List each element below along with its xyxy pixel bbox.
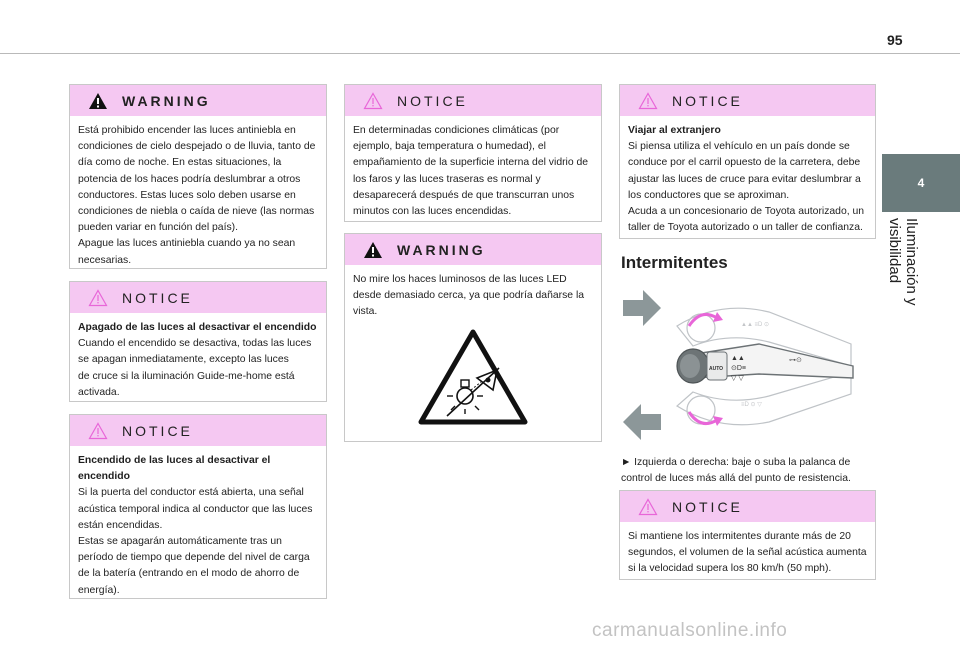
text-line: pueden variar en función del país).: [78, 222, 239, 234]
warning-icon: [363, 241, 383, 259]
text-line: activada.: [78, 386, 120, 398]
warning-title: WARNING: [397, 241, 486, 258]
text-line: están encendidas.: [78, 519, 163, 531]
text-line: conduce por el carril opuesto de la carretera, debe: [628, 157, 861, 169]
svg-text:▽ ▽: ▽ ▽: [731, 375, 744, 382]
svg-text:⊙D≡: ⊙D≡: [731, 365, 747, 372]
text-line: necesarias.: [78, 254, 132, 266]
notice-heading: Apagado de las luces al desactivar el encendido: [78, 322, 317, 333]
text-line: Está prohibido encender las luces antiniebla en: [78, 125, 296, 136]
right-arrow-icon: [623, 290, 661, 326]
text-line: No mire los haces luminosos de las luces LED: [353, 274, 567, 285]
text-line: vista.: [353, 306, 378, 318]
text-line: desde demasiado cerca, ya que podría dañarse la: [353, 290, 585, 302]
notice-box-abroad: [619, 84, 876, 239]
text-line: se apagan inmediatamente, excepto las luces: [78, 354, 289, 366]
watermark: carmanualsonline.info: [592, 620, 788, 641]
text-line: condiciones de cielo despejado o de lluvia, tanto de: [78, 141, 316, 153]
notice-title: NOTICE: [672, 498, 743, 515]
text-line: los faros y las luces traseras es normal y: [353, 173, 541, 185]
notice-title: NOTICE: [397, 92, 468, 109]
text-line: acústica temporal indica al conductor que las luces: [78, 503, 313, 515]
text-line: minutos con las luces encendidas.: [353, 206, 512, 218]
text-line: empañamiento de la superficie interna del vidrio de: [353, 157, 589, 169]
notice-box-ignition-off: [69, 281, 327, 402]
text-line: Si mantiene los intermitentes durante más de 20: [628, 531, 851, 542]
text-line: Si la puerta del conductor está abierta, una señal: [78, 487, 304, 499]
text-line: si la velocidad supera los 80 km/h (50 mph).: [628, 563, 832, 575]
text-line: potencia de los haces podría deslumbrar a otros: [78, 173, 301, 185]
section-title: Intermitentes: [621, 253, 728, 272]
notice-icon: [88, 422, 108, 440]
text-line: Cuando el encendido se desactiva, todas las luces: [78, 338, 312, 350]
notice-box-ignition-lights: [69, 414, 327, 599]
text-line: Estas se apagarán automáticamente tras un: [78, 536, 282, 548]
text-line: conductores. Estas luces solo deben usarse en: [78, 189, 296, 201]
text-line: los conductores que se aproximan.: [628, 189, 790, 201]
warning-icon: [88, 92, 108, 110]
text-line: taller de Toyota autorizado o un taller de confianza.: [628, 222, 863, 234]
text-line: ► Izquierda o derecha: baje o suba la palanca de: [621, 457, 851, 468]
turn-signal-stalk-illustration: [619, 282, 859, 444]
warning-title: WARNING: [122, 92, 211, 109]
left-arrow-icon: [623, 404, 661, 440]
notice-box-signal-volume: [619, 490, 876, 580]
notice-icon: [88, 289, 108, 307]
text-line: ajustar las luces de cruce para evitar deslumbrar a: [628, 173, 861, 185]
svg-text:⊶⊙: ⊶⊙: [789, 357, 802, 364]
warning-box-led: [344, 233, 602, 442]
text-line: de cruce si la iluminación Guide-me-home está: [78, 370, 295, 382]
text-line: En determinadas condiciones climáticas (por: [353, 125, 560, 136]
notice-title: NOTICE: [672, 92, 743, 109]
notice-heading: encendido: [78, 471, 130, 483]
notice-heading: Encendido de las luces al desactivar el: [78, 455, 271, 466]
warning-box-fog: [69, 84, 327, 269]
svg-text:▲▲: ▲▲: [731, 355, 745, 362]
notice-icon: [363, 92, 383, 110]
turn-signal-instruction: [621, 455, 861, 487]
auto-label: AUTO: [709, 366, 724, 372]
text-line: energía).: [78, 584, 120, 596]
text-line: segundos, el volumen de la señal acústica aumenta: [628, 547, 867, 559]
text-line: Apague las luces antiniebla cuando ya no sean: [78, 238, 296, 250]
led-eye-warning-icon: [417, 328, 529, 428]
svg-text:▲▲ ≡D ⊙: ▲▲ ≡D ⊙: [741, 322, 770, 328]
text-line: ejemplo, baja temperatura o humedad), el: [353, 141, 546, 153]
notice-title: NOTICE: [122, 289, 193, 306]
text-line: Si piensa utiliza el vehículo en un país donde se: [628, 141, 850, 153]
chapter-title: Iluminación y visibilidad: [886, 218, 920, 306]
svg-text:≡D ⊙ ▽: ≡D ⊙ ▽: [741, 402, 762, 408]
text-line: Acuda a un concesionario de Toyota autorizado, un: [628, 206, 865, 218]
text-line: desaparecerá después de que transcurran unos: [353, 189, 575, 201]
page-number: 95: [887, 32, 903, 48]
notice-box-fogging: [344, 84, 602, 222]
chapter-tab[interactable]: [882, 154, 960, 212]
notice-icon: [638, 498, 658, 516]
text-line: período de tiempo que depende del nivel de carga: [78, 552, 310, 564]
notice-title: NOTICE: [122, 422, 193, 439]
text-line: día como de noche. En estas situaciones, la: [78, 157, 282, 169]
text-line: control de luces más allá del punto de resistencia.: [621, 473, 851, 484]
text-line: condiciones de niebla o caída de nieve (las normas: [78, 206, 315, 218]
chapter-number: 4: [917, 176, 925, 190]
notice-heading: Viajar al extranjero: [628, 125, 721, 136]
notice-icon: [638, 92, 658, 110]
text-line: de la batería (entrando en el modo de ahorro de: [78, 568, 300, 580]
header-rule: [0, 53, 960, 54]
